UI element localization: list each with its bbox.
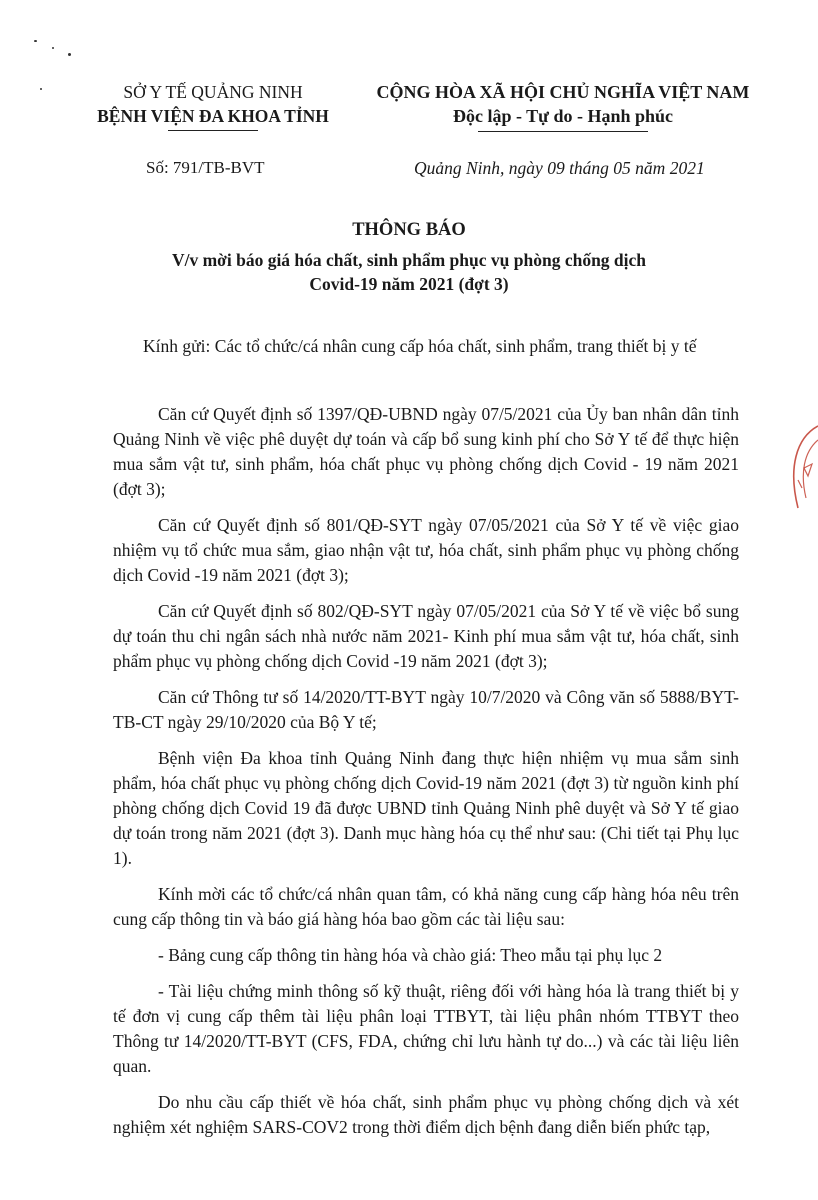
scan-speck [68, 53, 71, 56]
document-number: Số: 791/TB-BVT [146, 158, 265, 177]
paragraph-legal-basis-1: Căn cứ Quyết định số 1397/QĐ-UBND ngày 07/5/2021 của Ủy ban nhân dân tỉnh Quảng Ninh về việc phê duyệt dự toán và cấp bổ sung kinh phí cho Sở Y tế để thực hiện mua sắm vật tư, sinh phẩm, hóa chất phục vụ phòng chống dịch Covid - 19 năm 2021 (đợt 3); [113, 404, 739, 499]
list-item-price-sheet: - Bảng cung cấp thông tin hàng hóa và chào giá: Theo mẫu tại phụ lục 2 [158, 945, 663, 965]
notice-subject-line-2: Covid-19 năm 2021 (đợt 3) [309, 274, 509, 294]
paragraph-legal-basis-2: Căn cứ Quyết định số 801/QĐ-SYT ngày 07/05/2021 của Sở Y tế về việc giao nhiệm vụ tổ chức mua sắm, giao nhận vật tư, hóa chất, sinh phẩm phục vụ phòng chống dịch Covid -19 năm 2021 (đợt 3); [113, 515, 739, 585]
recipient-line: Kính gửi: Các tổ chức/cá nhân cung cấp hóa chất, sinh phẩm, trang thiết bị y tế [143, 336, 697, 356]
paragraph-invitation: Kính mời các tổ chức/cá nhân quan tâm, có khả năng cung cấp hàng hóa nêu trên cung cấp thông tin và báo giá hàng hóa bao gồm các tài liệu sau: [113, 884, 739, 929]
paragraph-procurement-context: Bệnh viện Đa khoa tỉnh Quảng Ninh đang thực hiện nhiệm vụ mua sắm sinh phẩm, hóa chất phục vụ phòng chống dịch Covid-19 năm 2021 (đợt 3) từ nguồn kinh phí phòng chống dịch Covid 19 đã được UBND tỉnh Quảng Ninh phê duyệt và Sở Y tế giao dự toán trong năm 2021 (đợt 3). Danh mục hàng hóa cụ thể như sau: (Chi tiết tại Phụ lục 1). [113, 748, 739, 868]
list-item-technical-docs: - Tài liệu chứng minh thông số kỹ thuật, riêng đối với hàng hóa là trang thiết bị y tế đơn vị cung cấp thêm tài liệu phân loại TTBYT, tài liệu phân nhóm TTBYT theo Thông tư 14/2020/TT-BYT (CFS, FDA, chứng chỉ lưu hành tự do...) và các tài liệu liên quan. [113, 981, 739, 1076]
agency-underline [168, 130, 258, 131]
paragraph-legal-basis-3: Căn cứ Quyết định số 802/QĐ-SYT ngày 07/05/2021 của Sở Y tế về việc bổ sung dự toán thu chi ngân sách nhà nước năm 2021- Kinh phí mua sắm vật tư, hóa chất, sinh phẩm phục vụ phòng chống dịch Covid -19 năm 2021 (đợt 3); [113, 601, 739, 671]
parent-agency: SỞ Y TẾ QUẢNG NINH [123, 82, 303, 102]
scan-speck [40, 88, 42, 90]
national-heading-block [358, 80, 768, 132]
issuing-agency-block [78, 80, 348, 131]
paragraph-legal-basis-4: Căn cứ Thông tư số 14/2020/TT-BYT ngày 10/7/2020 và Công văn số 5888/BYT-TB-CT ngày 29/10/2020 của Bộ Y tế; [113, 687, 739, 732]
country-name: CỘNG HÒA XÃ HỘI CHỦ NGHĨA VIỆT NAM [376, 82, 750, 102]
scan-speck [34, 40, 37, 42]
notice-subject-line-1: V/v mời báo giá hóa chất, sinh phẩm phục vụ phòng chống dịch [171, 250, 647, 270]
notice-body [113, 402, 739, 1151]
red-seal-stamp-fragment [778, 418, 818, 528]
notice-heading: THÔNG BÁO [352, 220, 466, 240]
scan-speck [52, 47, 54, 49]
notice-title-block [0, 218, 818, 296]
paragraph-urgency: Do nhu cầu cấp thiết về hóa chất, sinh phẩm phục vụ phòng chống dịch và xét nghiệm xét nghiệm SARS-COV2 trong thời điểm dịch bệnh đang diễn biến phức tạp, [113, 1092, 739, 1137]
issue-date: Quảng Ninh, ngày 09 tháng 05 năm 2021 [414, 158, 705, 178]
agency-name: BỆNH VIỆN ĐA KHOA TỈNH [97, 106, 329, 126]
national-motto: Độc lập - Tự do - Hạnh phúc [452, 106, 674, 126]
motto-underline [478, 131, 648, 132]
